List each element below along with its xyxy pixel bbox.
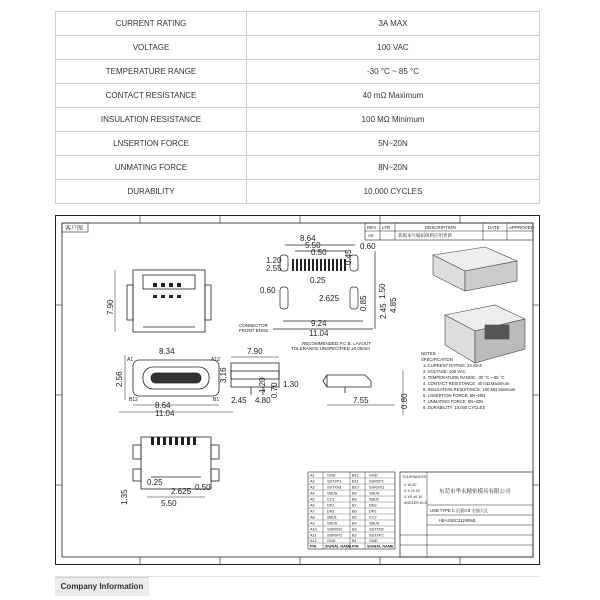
spec-row [56,156,540,180]
spec-label: VOLTAGE [56,36,247,60]
pin-cell: GND [369,539,378,543]
dim-050: 0.50 [311,248,327,257]
pin-cell: A9 [310,521,315,526]
note-line: 3. TEMPERATURE RANGE: -30 °C ~ 85 °C [423,375,505,380]
spec-value: 100 MΩ Minimum [247,108,540,132]
pin-cell: SIGNAL NAME [367,544,394,549]
approved-header: APPROVED [509,225,535,230]
dim-045: 0.45 [344,249,353,265]
dim-060: 0.60 [360,242,376,251]
spec-row [56,180,540,204]
pin-cell: SIGNAL NAME [325,544,352,549]
spec-value: -30 °C ~ 85 °C [247,60,540,84]
rev-header: REV [367,225,377,230]
spec-label: UNMATING FORCE [56,156,247,180]
spec-value: 100 VAC [247,36,540,60]
pcb-layout-label: RECOMMENDED P.C.B. LAYOUT [302,341,371,346]
spec-label: CONTACT RESISTANCE [56,84,247,108]
pin-cell: PIN [352,544,359,549]
pin-cell: B6 [352,509,357,514]
product-name: USB TYPE C 沉板0.8 全插大孔 [430,508,489,513]
pin-b1-label: B1 [213,397,220,403]
rev-value: A0 [368,233,374,238]
pin-cell: SSTXN2 [369,527,384,532]
note-line: 8. DURABILITY: 10,000 CYCLES [423,405,486,410]
dim-550b: 5.50 [161,499,177,508]
specification-table [55,11,540,204]
dim-864: 8.64 [300,234,316,243]
note-line: 1. CURRENT RATING: 3A MAX [423,363,483,368]
spec-label: TEMPERATURE RANGE [56,60,247,84]
spec-label: LNSERTION FORCE [56,132,247,156]
dim-256: 2.56 [115,371,124,387]
corner-label: 客户图 [65,226,84,232]
pin-cell: A7 [310,509,315,514]
pin-cell: A5 [310,497,315,502]
pin-cell: GND [369,473,378,478]
dim-790-top: 7.90 [106,299,115,315]
pin-cell: SSRXP1 [369,479,384,484]
tolerance-line: X ±0.30 [404,483,417,487]
dim-070: 0.70 [270,382,279,398]
pin-cell: VBUS [327,521,338,526]
dim-255: 2.55 [266,264,282,273]
spec-row [56,108,540,132]
pin-cell: B9 [352,491,357,496]
date-header: DATE [488,225,500,230]
dim-316: 3.16 [219,367,228,383]
pin-cell: B8 [352,497,357,502]
pin-cell: GND [327,539,336,543]
dim-025: 0.25 [310,276,326,285]
pin-cell: CC2 [369,515,377,520]
pin-cell: VBUS [327,491,338,496]
rev-description: 新版本号编码规则应用更新 [398,233,452,238]
company-information-tab[interactable]: Company Information [55,577,149,596]
pin-cell: SSTXP1 [327,479,342,484]
dim-025b: 0.25 [147,478,163,487]
spec-value: 10,000 CYCLES [247,180,540,204]
pin-cell: A4 [310,491,315,496]
note-line: 6. LNSERTION FORCE: 5N~20N [423,393,486,398]
dim-2625b: 2.625 [171,487,192,496]
dim-245: 2.45 [379,303,388,319]
pin-cell: VBUS [369,491,380,496]
pin-cell: SSRXN2 [327,527,343,532]
pin-cell: DN1 [327,509,335,514]
spec-row [56,132,540,156]
pin-a12-label: A12 [211,357,220,363]
pin-cell: A11 [310,533,317,538]
tolerance-line: X.X ±0.20 [404,489,420,493]
spec-value: 40 mΩ Maximum [247,84,540,108]
pin-cell: A12 [310,539,317,543]
dim-2625: 2.625 [319,294,340,303]
pin-cell: B1 [352,539,357,543]
note-line: 2. VOLTAGE: 100 VAC [423,369,466,374]
spec-label: INSULATION RESISTANCE [56,108,247,132]
spec-row [56,12,540,36]
dim-120b: 1.20 [258,377,267,393]
pin-cell: B12 [352,473,359,478]
dim-550: 5.50 [305,241,321,250]
note-line: NOTES: [421,351,437,356]
pin-cell: B10 [352,485,359,490]
drawing-number: HB-USBC3124894L [439,518,477,523]
note-line: 7. UNMATING FORCE: 8N~20N [423,399,484,404]
dim-150: 1.50 [378,283,387,299]
dim-135: 1.35 [120,489,129,505]
dim-245b: 2.45 [231,396,247,405]
note-line: 5. INSULATION RESISTANCE: 100 MΩ Minimum [423,387,516,392]
description-header: DESCRIPTION [425,225,456,230]
dim-080: 0.80 [400,393,409,409]
pin-cell: PIN [310,544,317,549]
technical-drawing [55,215,540,565]
dim-060b: 0.60 [260,286,276,295]
tolerance-title: TOLERANCES [402,475,427,479]
dim-120: 1.20 [266,256,282,265]
pin-cell: A2 [310,479,315,484]
pin-cell: DP2 [369,509,377,514]
dim-1104: 11.04 [309,329,329,338]
pin-cell: B11 [352,479,359,484]
pin-cell: A6 [310,503,315,508]
pin-cell: VBUS [369,521,380,526]
pin-cell: A1 [310,473,315,478]
dim-755: 7.55 [353,396,369,405]
spec-row [56,36,540,60]
dim-790b: 7.90 [247,347,263,356]
spec-row [56,84,540,108]
pin-cell: A8 [310,515,315,520]
tolerance-line: X.XX ±0.10 [404,495,423,499]
dim-864b: 8.64 [155,401,171,410]
dim-485: 4.85 [389,297,398,313]
pin-cell: SBU1 [327,515,337,520]
spec-value: 5N~20N [247,132,540,156]
front-edge-label: FRONT EDGE [239,328,269,333]
dim-1104b: 11.04 [155,409,175,418]
pin-cell: SSRXN1 [369,485,385,490]
dim-130: 1.30 [283,380,299,389]
pin-cell: CC1 [327,497,335,502]
dim-834: 8.34 [159,347,175,356]
pin-cell: SSTXP2 [369,533,384,538]
pin-cell: GND [327,473,336,478]
dim-924: 9.24 [311,319,327,328]
spec-label: DURABILITY [56,180,247,204]
pin-cell: A3 [310,485,315,490]
spec-row [56,60,540,84]
dim-480: 4.80 [255,396,271,405]
tolerance-label: TOLERANCE UNSPECIFIED ±0.05mm [291,346,370,351]
pin-cell: B7 [352,503,357,508]
pin-a1-label: A1 [127,357,134,363]
note-line: 4. CONTACT RESISTANCE: 40 mΩ Maximum [423,381,510,386]
dim-085: 0.85 [359,295,368,311]
pin-cell: B4 [352,521,357,526]
pin-cell: B5 [352,515,357,520]
tolerance-line: ANGLES ±0.5° [404,501,428,505]
dim-050b: 0.50 [195,483,211,492]
spec-label: CURRENT RATING [56,12,247,36]
pin-cell: SSRXP2 [327,533,342,538]
pin-b12-label: B12 [129,397,138,403]
pin-cell: SBU2 [369,497,379,502]
pin-cell: B3 [352,527,357,532]
pin-cell: A10 [310,527,317,532]
pin-cell: SSTXN1 [327,485,342,490]
connector-label: CONNECTOR [239,323,268,328]
spec-value: 3A MAX [247,12,540,36]
note-line: SPECIFICATION [421,357,453,362]
ltr-header: LTR [382,225,391,230]
spec-value: 8N~20N [247,156,540,180]
pin-cell: DN2 [369,503,377,508]
company-name: 东莞市华永精密模具有限公司 [439,489,511,495]
pin-cell: DP1 [327,503,335,508]
pin-cell: B2 [352,533,357,538]
